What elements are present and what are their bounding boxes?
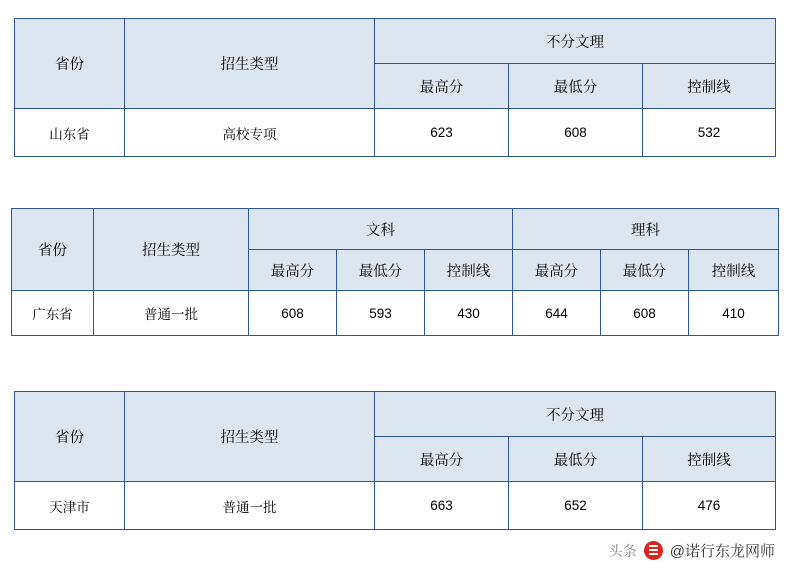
cell-lowest-score-liberal: 593	[337, 291, 425, 336]
column-header-highest-score-science: 最高分	[513, 250, 601, 291]
column-header-lowest-score-science: 最低分	[601, 250, 689, 291]
cell-highest-score-liberal: 608	[249, 291, 337, 336]
column-group-header: 不分文理	[375, 392, 776, 437]
column-group-header-science: 理科	[513, 209, 779, 250]
cell-control-line: 532	[643, 109, 776, 157]
score-table-shandong	[14, 18, 776, 157]
cell-highest-score-science: 644	[513, 291, 601, 336]
column-header-admission-type: 招生类型	[125, 19, 375, 109]
column-header-control-line-science: 控制线	[689, 250, 779, 291]
cell-admission-type: 普通一批	[125, 482, 375, 530]
column-header-highest-score: 最高分	[375, 437, 509, 482]
cell-control-line-science: 410	[689, 291, 779, 336]
column-header-lowest-score: 最低分	[509, 64, 643, 109]
cell-lowest-score-science: 608	[601, 291, 689, 336]
cell-province: 天津市	[15, 482, 125, 530]
cell-control-line-liberal: 430	[425, 291, 513, 336]
cell-admission-type: 普通一批	[94, 291, 249, 336]
table-row	[15, 109, 776, 157]
cell-lowest-score: 608	[509, 109, 643, 157]
cell-highest-score: 623	[375, 109, 509, 157]
table-header-row	[12, 209, 779, 250]
column-header-control-line-liberal: 控制线	[425, 250, 513, 291]
table-header-row	[15, 19, 776, 64]
watermark	[609, 540, 775, 561]
cell-province: 广东省	[12, 291, 94, 336]
score-table-tianjin	[14, 391, 776, 530]
watermark-platform-label: 头条	[608, 542, 637, 559]
column-header-highest-score: 最高分	[375, 64, 509, 109]
cell-province: 山东省	[15, 109, 125, 157]
cell-admission-type: 高校专项	[125, 109, 375, 157]
column-group-header-liberal-arts: 文科	[249, 209, 513, 250]
table-row	[12, 291, 779, 336]
cell-control-line: 476	[643, 482, 776, 530]
column-header-province: 省份	[12, 209, 94, 291]
column-header-highest-score-liberal: 最高分	[249, 250, 337, 291]
score-table-guangdong	[11, 208, 779, 336]
table-row	[15, 482, 776, 530]
column-header-admission-type: 招生类型	[94, 209, 249, 291]
watermark-account-name: @诺行东龙网师	[669, 543, 775, 560]
column-header-lowest-score-liberal: 最低分	[337, 250, 425, 291]
table-header-row	[15, 392, 776, 437]
column-header-control-line: 控制线	[643, 64, 776, 109]
column-header-province: 省份	[15, 392, 125, 482]
column-header-province: 省份	[15, 19, 125, 109]
toutiao-logo-icon	[644, 541, 663, 560]
column-header-lowest-score: 最低分	[509, 437, 643, 482]
column-header-control-line: 控制线	[643, 437, 776, 482]
column-group-header: 不分文理	[375, 19, 776, 64]
cell-lowest-score: 652	[509, 482, 643, 530]
cell-highest-score: 663	[375, 482, 509, 530]
column-header-admission-type: 招生类型	[125, 392, 375, 482]
